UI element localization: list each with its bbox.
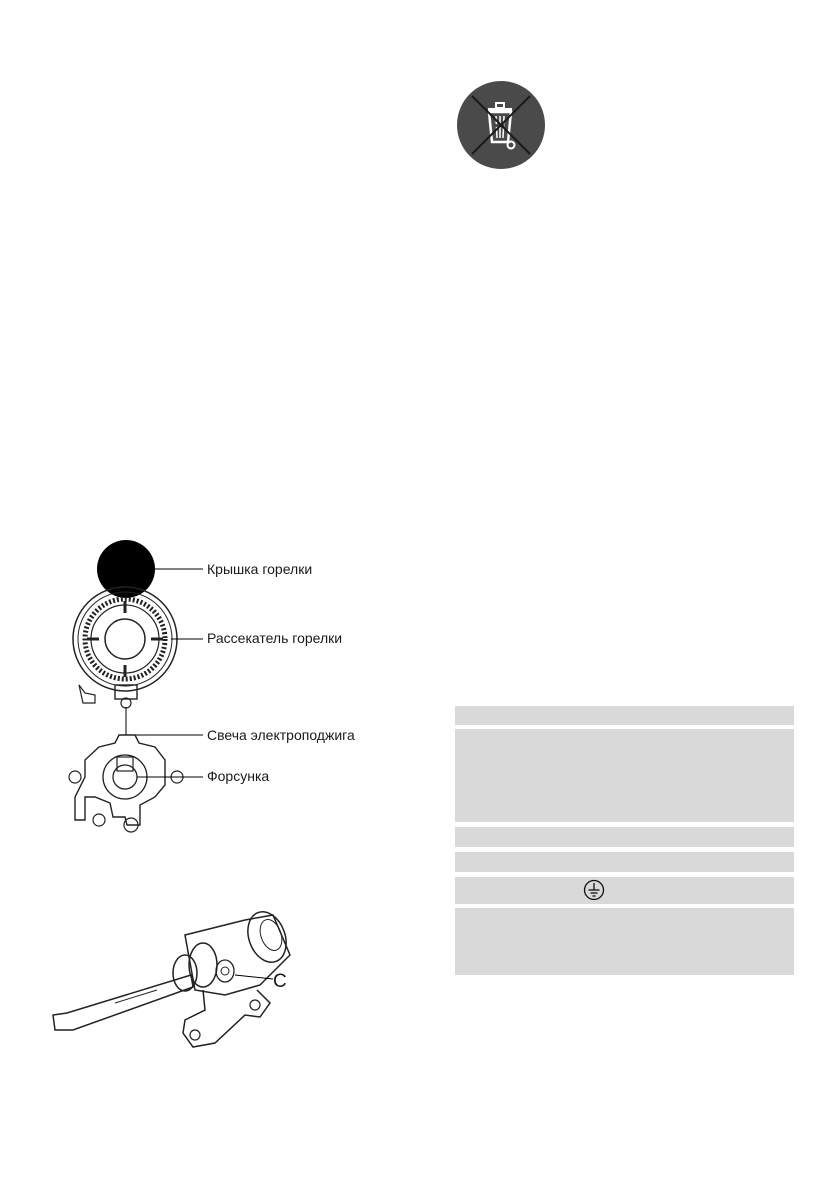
weee-recycling-icon — [456, 80, 546, 170]
label-valve-c: C — [273, 971, 287, 992]
label-burner-spreader: Рассекатель горелки — [207, 630, 343, 646]
gas-valve-diagram — [45, 905, 335, 1055]
ground-symbol-icon — [583, 879, 605, 906]
label-injector: Форсунка — [207, 768, 270, 784]
label-spark-plug: Свеча электроподжига — [207, 727, 355, 743]
table-row — [455, 877, 794, 904]
table-row — [455, 827, 794, 847]
table-row — [455, 706, 794, 725]
label-burner-cap: Крышка горелки — [207, 561, 313, 577]
table-row — [455, 852, 794, 872]
table-row — [455, 908, 794, 975]
burner-diagram — [55, 535, 435, 840]
table-row — [455, 729, 794, 822]
